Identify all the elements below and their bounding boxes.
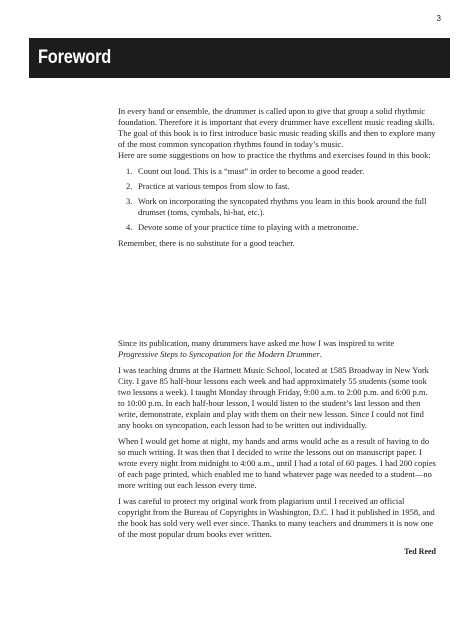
foreword-header-bar xyxy=(29,38,450,78)
list-item xyxy=(118,222,436,233)
history-section xyxy=(118,338,436,557)
list-item-text: Practice at various tempos from slow to fast. xyxy=(138,181,290,191)
history-paragraph-1 xyxy=(118,338,436,360)
history-paragraph-4: I was careful to protect my original work from plagiarism until I received an official copyright from the Bureau of Copyrights in Washington, D.C. I had it published in 1958, and the book has sold very well ever since. Thanks to many teachers and drummers it is now one of the most popular drum books ever written. xyxy=(118,496,435,539)
suggestions-list xyxy=(118,166,436,233)
history-paragraph-3: When I would get home at night, my hands and arms would ache as a result of having to do so much writing. It was then that I decided to write the lessons out on manuscript paper. I wrote every night from midnight to 4:00 a.m., until I had a total of 60 pages. I had 200 copies of each page printed, which enabled me to hand whatever page was needed to a student—no more writing out each lesson every time. xyxy=(118,436,436,490)
page-number: 3 xyxy=(436,14,441,23)
intro-paragraph: In every band or ensemble, the drummer is called upon to give that group a solid rhythmic foundation. Therefore it is important that every drummer have excellent music reading skills. The goal of this book is to first introduce basic music reading skills and then to explore many of the most common syncopation rhythms found in today’s music. xyxy=(118,106,436,149)
list-item xyxy=(118,166,436,177)
suggestions-intro: Here are some suggestions on how to practice the rhythms and exercises found in this book: xyxy=(118,150,431,160)
list-item-text: Count out loud. This is a “must” in order to become a good reader. xyxy=(138,166,365,176)
page-title: Foreword xyxy=(38,47,112,68)
list-item xyxy=(118,196,436,218)
history-paragraph-2: I was teaching drums at the Hartnett Music School, located at 1585 Broadway in New York City. I gave 85 half-hour lessons each week and had approximately 55 students (some took two lessons a week). I taught Monday through Friday, 9:00 a.m. to 2:00 p.m. and 6:00 p.m. to 10:00 p.m. In each half-hour lesson, I would listen to the student’s last lesson and then write, demonstrate, explain and play with them on their new lesson. Since I could not find any books on syncopation, each lesson had to be written out individually. xyxy=(118,365,429,430)
list-item xyxy=(118,181,436,192)
closing-line: Remember, there is no substitute for a good teacher. xyxy=(118,238,295,248)
list-item-number: 4. xyxy=(126,222,133,232)
list-item-number: 2. xyxy=(126,181,133,191)
intro-section xyxy=(118,106,436,249)
author-signature: Ted Reed xyxy=(404,547,436,556)
list-item-text: Work on incorporating the syncopated rhythms you learn in this book around the full drumset (toms, cymbals, hi-hat, etc.). xyxy=(138,196,427,217)
book-title: Progressive Steps to Syncopation for the Modern Drummer xyxy=(118,349,320,359)
list-item-number: 3. xyxy=(126,196,133,206)
history-lead-text: Since its publication, many drummers have asked me how I was inspired to write xyxy=(118,338,395,348)
history-lead-end: . xyxy=(319,349,322,359)
list-item-number: 1. xyxy=(126,166,133,176)
list-item-text: Devote some of your practice time to playing with a metronome. xyxy=(138,222,359,232)
